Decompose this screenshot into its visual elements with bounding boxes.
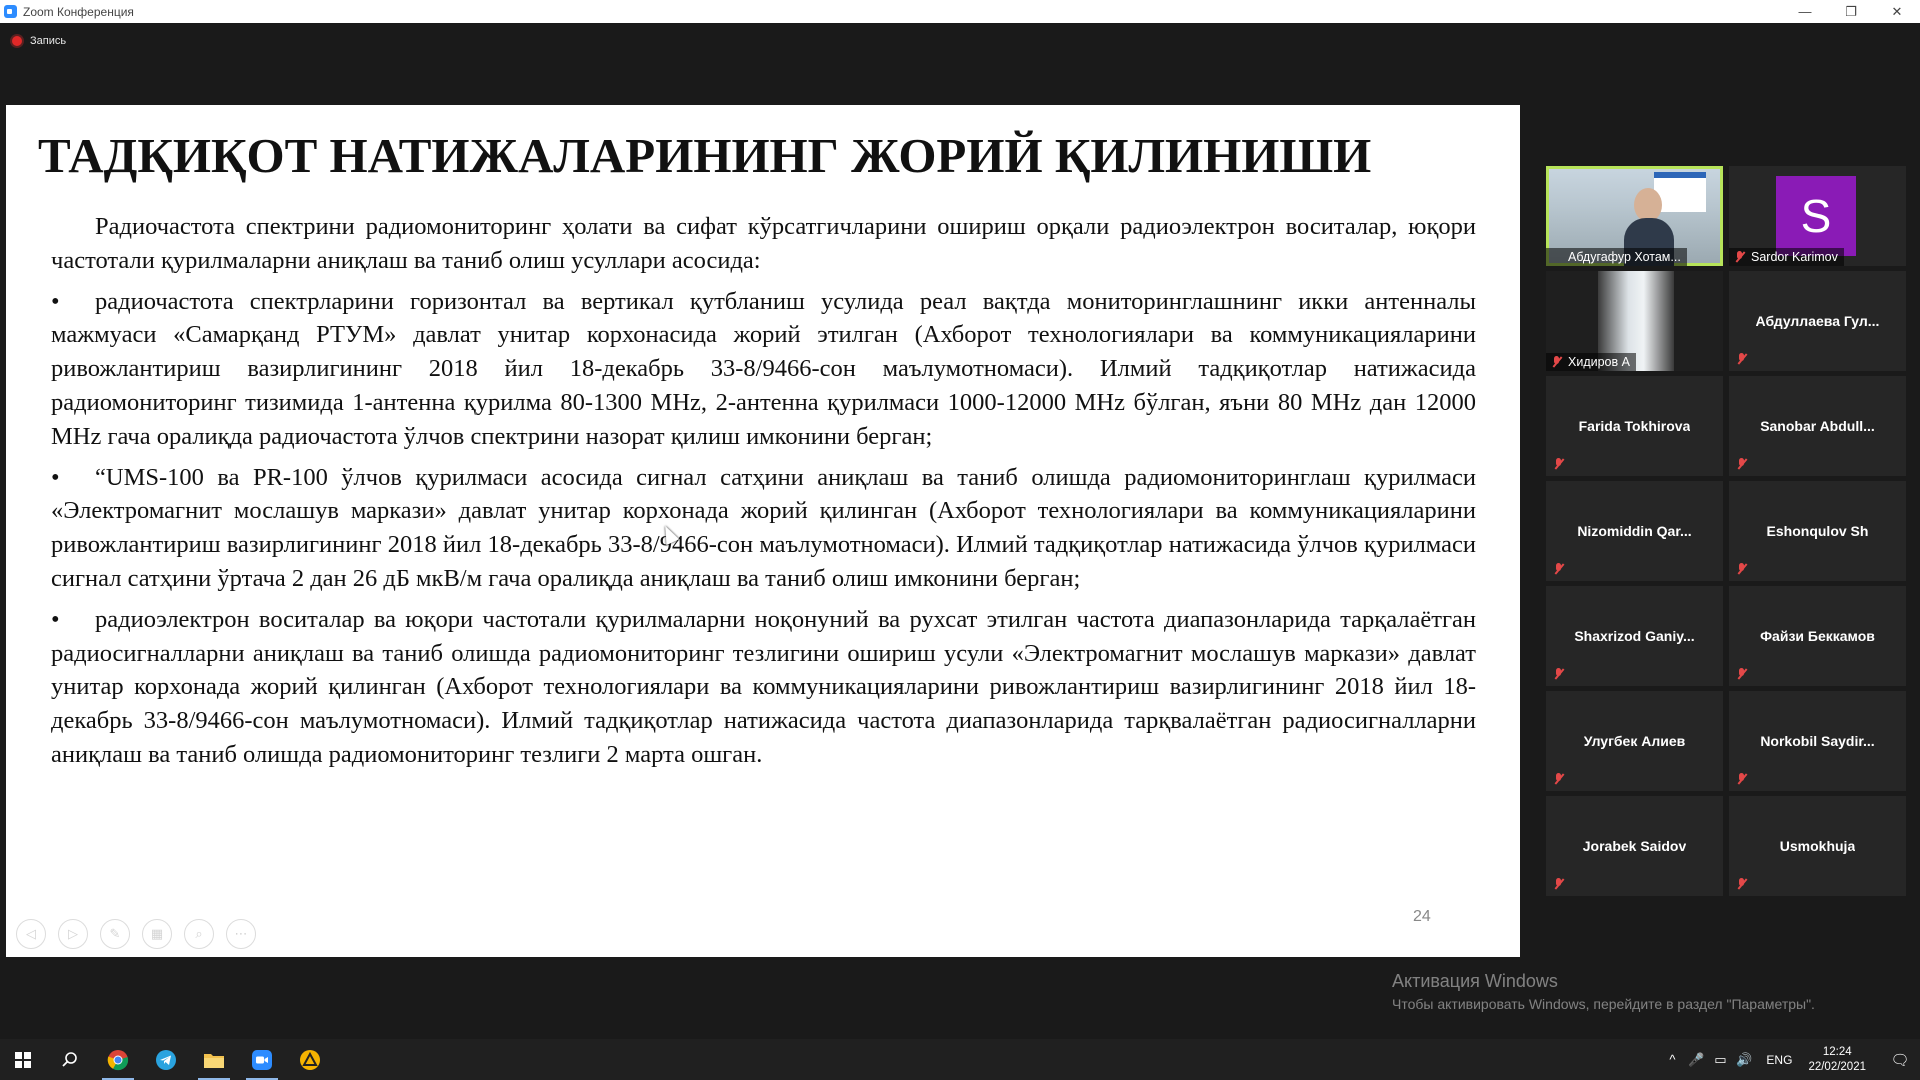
participant-name-label: Абдугафур Хотам... [1546,248,1687,266]
participant-tile[interactable] [1729,586,1906,686]
participant-avatar: S [1776,176,1856,256]
zoom-icon [251,1049,273,1071]
participant-name: Farida Tokhirova [1578,418,1691,434]
participant-name: Nizomiddin Qar... [1577,523,1692,539]
record-dot-icon [12,36,22,46]
zoom-taskbar-button[interactable] [238,1039,286,1080]
participant-tile[interactable] [1729,796,1906,896]
meeting-area [0,23,1920,1039]
warning-triangle-icon [299,1049,321,1071]
bullet-symbol: • [51,605,60,633]
telegram-icon [155,1049,177,1071]
participant-name: Абдуллаева Гул... [1755,313,1880,329]
participant-tile[interactable] [1546,586,1723,686]
windows-taskbar [0,1039,1920,1080]
show-hidden-icons-icon[interactable]: ^ [1669,1052,1676,1067]
muted-mic-icon [1735,251,1745,263]
windows-logo-icon [15,1052,31,1068]
network-icon[interactable]: ▭ [1714,1051,1727,1067]
muted-mic-icon [1737,458,1747,470]
bullet-text: радиоэлектрон воситалар ва юқори частотали қурилмаларни ноқонуний ва рухсат этилган частота диапазонларида тарқалаётган радиосигналларни аниқлаш ва таниб олишда радиомониторинг тезлигини ошириш усули «Электромагнит мослашув маркази» давлат унитар корхонада жорий қилинган (Ахборот технологиялари ва коммуникацияларини ривожлантириш вазирлигининг 2018 йил 18-декабрь 33-8/9466-сон маълумотномаси). Илмий тадқиқотлар натижасида частота диапазонларида тарқвалаётган радиосигналларни аниқлаш ва таниб олишда радиомониторинг тезлиги 2 марта ошган. [51,605,1476,768]
participant-tile[interactable] [1729,166,1906,266]
slides-grid-icon[interactable]: ▦ [142,919,172,949]
windows-activation-watermark [1392,971,1815,1012]
slide-bullet [51,461,1476,596]
next-slide-icon[interactable]: ▷ [58,919,88,949]
muted-mic-icon [1554,668,1564,680]
participant-name-label: Хидиров А [1546,353,1636,371]
more-options-icon[interactable]: ⋯ [226,919,256,949]
telegram-taskbar-button[interactable] [142,1039,190,1080]
muted-mic-icon [1554,878,1564,890]
folder-icon [203,1051,225,1069]
participant-tile[interactable] [1729,691,1906,791]
minimize-button[interactable]: — [1798,4,1812,19]
slide-intro: Радиочастота спектрини радиомониторинг ҳолати ва сифат кўрсатгичларини ошириш орқали радиоэлектрон воситалар, юқори частотали қурилмаларни аниқлаш ва таниб олиш усуллари асосида: [51,213,1476,274]
window-titlebar [0,0,1920,23]
recording-label: Запись [30,35,67,47]
participant-tile[interactable] [1546,691,1723,791]
slide-body [51,210,1476,779]
bullet-symbol: • [51,287,60,315]
slide-title: ТАДҚИҚОТ НАТИЖАЛАРИНИНГ ЖОРИЙ ҚИЛИНИШИ [38,128,1372,183]
muted-mic-icon [1554,458,1564,470]
shared-screen-slide [6,105,1520,957]
participant-tile[interactable] [1546,271,1723,371]
muted-mic-icon [1737,773,1747,785]
muted-mic-icon [1554,563,1564,575]
muted-mic-icon [1552,356,1562,368]
activation-title: Активация Windows [1392,971,1558,991]
muted-mic-icon [1554,773,1564,785]
participant-tile[interactable] [1546,481,1723,581]
muted-mic-icon [1737,878,1747,890]
app-taskbar-button[interactable] [286,1039,334,1080]
window-title: Zoom Конференция [23,4,134,19]
slide-page-number: 24 [1413,908,1431,925]
restore-button[interactable]: ❐ [1845,3,1857,19]
system-tray [1660,1039,1920,1080]
participant-name: Eshonqulov Sh [1766,523,1869,539]
volume-icon[interactable]: 🔊 [1736,1051,1753,1067]
participant-name: Usmokhuja [1779,838,1856,854]
bullet-text: “UMS-100 ва PR-100 ўлчов қурилмаси асосида сигнал сатҳини аниқлаш ва таниб олишда радиомониторинглаш қурилмаси «Электромагнит мослашув маркази» давлат унитар корхонада жорий қилинган (Ахборот технологиялари ва коммуникацияларини ривожлантириш вазирлигининг 2018 йил 18-декабрь 33-8/9466-сон маълумотномаси). Илмий тадқиқотлар натижасида ўлчов қурилмаси сигнал сатҳини ўртача 2 дан 26 дБ мкВ/м гача оралиқда аниқлаш ва таниб олиш имконини берган; [51,463,1476,592]
participant-tile[interactable] [1729,376,1906,476]
clock-time: 12:24 [1822,1045,1852,1058]
participant-name: Jorabek Saidov [1582,838,1687,854]
bullet-text: радиочастота спектрларини горизонтал ва вертикал қутбланиш усулида реал вақтда мониторинглашнинг икки антенналы мажмуаси «Самарқанд РТУМ» давлат унитар корхонасида жорий этилган (Ахборот технологиялари ва коммуникацияларини ривожлантириш вазирлигининг 2018 йил 18-декабрь 33-8/9466-сон маълумотномаси). Илмий тадқиқотлар натижасида радиомониторинг тизимида 1-антенна қурилма 80-1300 MHz, 2-антенна қурилмаси 1000-12000 MHz бўлган, яъни 80 MHz дан 12000 MHz гача оралиқда радиочастота ўлчов спектрини назорат қилиш имконини берган; [51,287,1476,450]
start-button[interactable] [0,1039,46,1080]
zoom-app-icon [4,5,17,18]
participant-name: Sanobar Abdull... [1760,418,1875,434]
activation-subtitle: Чтобы активировать Windows, перейдите в раздел "Параметры". [1392,996,1815,1012]
clock[interactable] [1808,1045,1866,1075]
slide-bullet [51,603,1476,772]
participant-name: Shaxrizod Ganiy... [1574,628,1695,644]
zoom-icon[interactable]: ⌕ [184,919,214,949]
notification-center-icon[interactable]: 🗨 [1890,1051,1910,1069]
participant-name: Файзи Беккамов [1760,628,1875,644]
window-controls [1782,0,1920,23]
slide-toolbar [16,919,256,949]
muted-mic-icon [1737,563,1747,575]
muted-mic-icon [1737,353,1747,365]
clock-date: 22/02/2021 [1808,1060,1866,1073]
previous-slide-icon[interactable]: ◁ [16,919,46,949]
chrome-taskbar-button[interactable] [94,1039,142,1080]
language-indicator[interactable]: ENG [1766,1052,1793,1067]
participant-name: Norkobil Saydir... [1760,733,1875,749]
chrome-icon [107,1049,129,1071]
bullet-symbol: • [51,463,60,491]
pen-icon[interactable]: ✎ [100,919,130,949]
file-explorer-taskbar-button[interactable] [190,1039,238,1080]
participant-tile[interactable] [1729,481,1906,581]
participant-name: Улугбек Алиев [1583,733,1686,749]
recording-indicator[interactable] [12,35,66,47]
muted-mic-icon [1737,668,1747,680]
participant-name-label: Sardor Karimov [1729,248,1844,266]
participant-tile[interactable] [1546,376,1723,476]
participant-tile[interactable] [1729,271,1906,371]
close-button[interactable]: ✕ [1891,3,1903,19]
microphone-icon[interactable]: 🎤 [1688,1051,1705,1067]
slide-bullet [51,285,1476,454]
search-icon [61,1051,79,1069]
participant-tile[interactable] [1546,796,1723,896]
participant-tile[interactable] [1546,166,1723,266]
search-button[interactable] [46,1039,94,1080]
